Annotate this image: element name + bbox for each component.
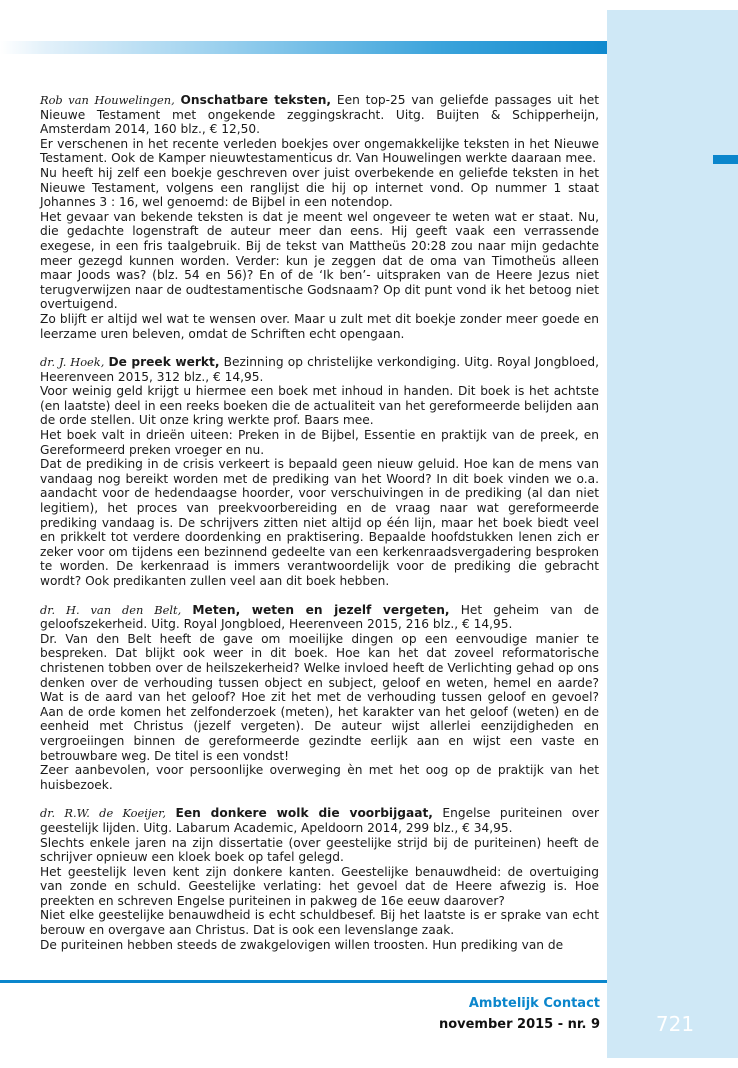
issue-label: november 2015 - nr. 9	[438, 1017, 600, 1032]
review-details: Een top-25 van geliefde passages uit het Nieuwe Testament met ongekende zeggingskracht. Uitg. Buijten & Schipperheijn, Amsterdam 2014, 160 blz., € 12,50.	[40, 93, 600, 137]
review-details: Engelse puriteinen over geestelijk lijden. Uitg. Labarum Academic, Apeldoorn 2014, 299 blz., € 34,95.	[40, 806, 599, 835]
review-paragraph: Nu heeft hij zelf een boekje geschreven over juist overbekende en geliefde teksten in het Nieuwe Testament, volgens een ranglijst die hij op internet vond. Op nummer 1 staat Johannes 3 : 16, wel genoemd: de Bijbel in een notendop.	[40, 165, 599, 210]
review-title: De preek werkt,	[108, 355, 220, 370]
review-author: Rob van Houwelingen,	[40, 93, 175, 107]
review-title: Een donkere wolk die voorbijgaat,	[175, 806, 433, 821]
review-author: dr. J. Hoek,	[40, 355, 105, 370]
review-title: Onschatbare teksten,	[180, 93, 332, 107]
review-paragraph: Zo blijft er altijd wel wat te wensen over. Maar u zult met dit boekje zonder meer goede en leerzame uren beleven, omdat de Schriften echt opengaan.	[40, 311, 599, 341]
page-number: 721	[655, 1012, 695, 1036]
review-de-preek-werkt	[40, 355, 599, 589]
footer-rule	[0, 980, 607, 983]
review-heading	[40, 93, 599, 137]
magazine-title: Ambtelijk Contact	[468, 996, 600, 1011]
review-heading	[40, 355, 599, 384]
review-onschatbare-teksten	[40, 93, 599, 341]
review-paragraph: Slechts enkele jaren na zijn dissertatie (over geestelijke strijd bij de puriteinen) heeft de schrijver opnieuw een kloek boek op tafel gelegd.	[40, 835, 599, 865]
review-paragraph: Het gevaar van bekende teksten is dat je meent wel ongeveer te weten wat er staat. Nu, die gedachte logenstraft de auteur meer dan eens. Hij geeft vaak een verrassende exegese, in een fris taalgebruik. Bij de tekst van Mattheüs 20:28 zou naar mijn gedachte meer gezegd kunnen worden. Verder: kun je zeggen dat de oma van Timotheüs alleen maar Joods was? (blz. 54 en 56)? En of de ‘Ik ben’- uitspraken van de Heere Jezus niet terugverwijzen naar de oudtestamentische Godsnaam? Op dit punt vond ik het betoog niet overtuigend.	[40, 209, 599, 312]
side-color-strip	[607, 10, 738, 1058]
review-paragraph: Dr. Van den Belt heeft de gave om moeilijke dingen op een eenvoudige manier te bespreken. Dat blijkt ook weer in dit boek. Hoe kan het dat zoveel reformatorische christenen tobben over de heilszekerheid? Welke invloed heeft de Verlichting gehad op ons denken over de verhouding tussen object en subject, geloof en weten, hemel en aarde? Wat is de aard van het geloof? Hoe zit het met de verhouding tussen geloof en gevoel? Aan de orde komen het zelfonderzoek (meten), het karakter van het geloof (weten) en de eenheid met Christus (jezelf vergeten). De auteur wijst allerlei eenzijdigheden en vergroeiingen binnen de gereformeerde gezindte eerlijk aan en wijst een vaste en betrouwbare weg. De titel is een vondst!	[40, 631, 599, 763]
page-content	[40, 93, 599, 966]
review-paragraph: Er verschenen in het recente verleden boekjes over ongemakkelijke teksten in het Nieuwe Testament. Ook de Kamper nieuwtestamenticus dr. Van Houwelingen werkte daaraan mee.	[40, 136, 599, 166]
review-paragraph: De puriteinen hebben steeds de zwakgelovigen willen troosten. Hun prediking van de	[40, 937, 564, 952]
review-details: Het geheim van de geloofszekerheid. Uitg. Royal Jongbloed, Heerenveen 2015, 216 blz., € 14,95.	[40, 602, 600, 632]
side-accent-mark	[713, 155, 738, 164]
review-paragraph: Zeer aanbevolen, voor persoonlijke overweging èn met het oog op de praktijk van het huisbezoek.	[40, 763, 599, 792]
review-paragraph: Het geestelijk leven kent zijn donkere kanten. Geestelijke benauwdheid: de overtuiging van zonde en schuld. Geestelijke verlating: het gevoel dat de Heere afwezig is. Hoe preekten en schreven Engelse puriteinen in pakweg de 16e eeuw daarover?	[40, 864, 599, 908]
review-author: dr. R.W. de Koeijer,	[40, 806, 166, 821]
review-heading	[40, 806, 599, 835]
review-paragraph: Dat de prediking in de crisis verkeert is bepaald geen nieuw geluid. Hoe kan de mens van vandaag nog bereikt worden met de prediking van het Woord? In dit boek vinden we o.a. aandacht voor de hedendaagse hoorder, voor verschuivingen in de prediking (al dan niet legitiem), het proces van preekvoorbereiding en de vraag naar wat gereformeerde prediking vandaag is. De schrijvers zitten niet altijd op één lijn, maar het boek biedt veel en prikkelt tot verdere doordenking en praktisering. Bepaalde hoofdstukken lenen zich er zeker voor om tijdens een bezinnend gedeelte van een kerkenraadsvergadering besproken te worden. De kerkenraad is immers verantwoordelijk voor de prediking die gebracht wordt? Ook predikanten zullen veel aan dit boek hebben.	[40, 457, 599, 588]
review-title: Meten, weten en jezelf vergeten,	[192, 602, 450, 617]
review-author: dr. H. van den Belt,	[40, 602, 182, 617]
review-donkere-wolk	[40, 806, 599, 952]
review-meten-weten	[40, 603, 599, 793]
review-paragraph: Het boek valt in drieën uiteen: Preken in de Bijbel, Essentie en praktijk van de preek, en Gereformeerd preken vroeger en nu.	[40, 428, 599, 457]
review-paragraph: Niet elke geestelijke benauwdheid is echt schuldbesef. Bij het laatste is er sprake van echt berouw en overgave aan Christus. Dat is ook een levenslange zaak.	[40, 908, 599, 938]
review-paragraph: Voor weinig geld krijgt u hiermee een boek met inhoud in handen. Dit boek is het achtste (en laatste) deel in een reeks boeken die de actualiteit van het gereformeerde belijden aan de orde stellen. Uit onze kring werkte prof. Baars mee.	[40, 384, 599, 428]
review-heading	[40, 603, 599, 632]
review-details: Bezinning op christelijke verkondiging. Uitg. Royal Jongbloed, Heerenveen 2015, 312 blz., € 14,95.	[40, 355, 599, 384]
